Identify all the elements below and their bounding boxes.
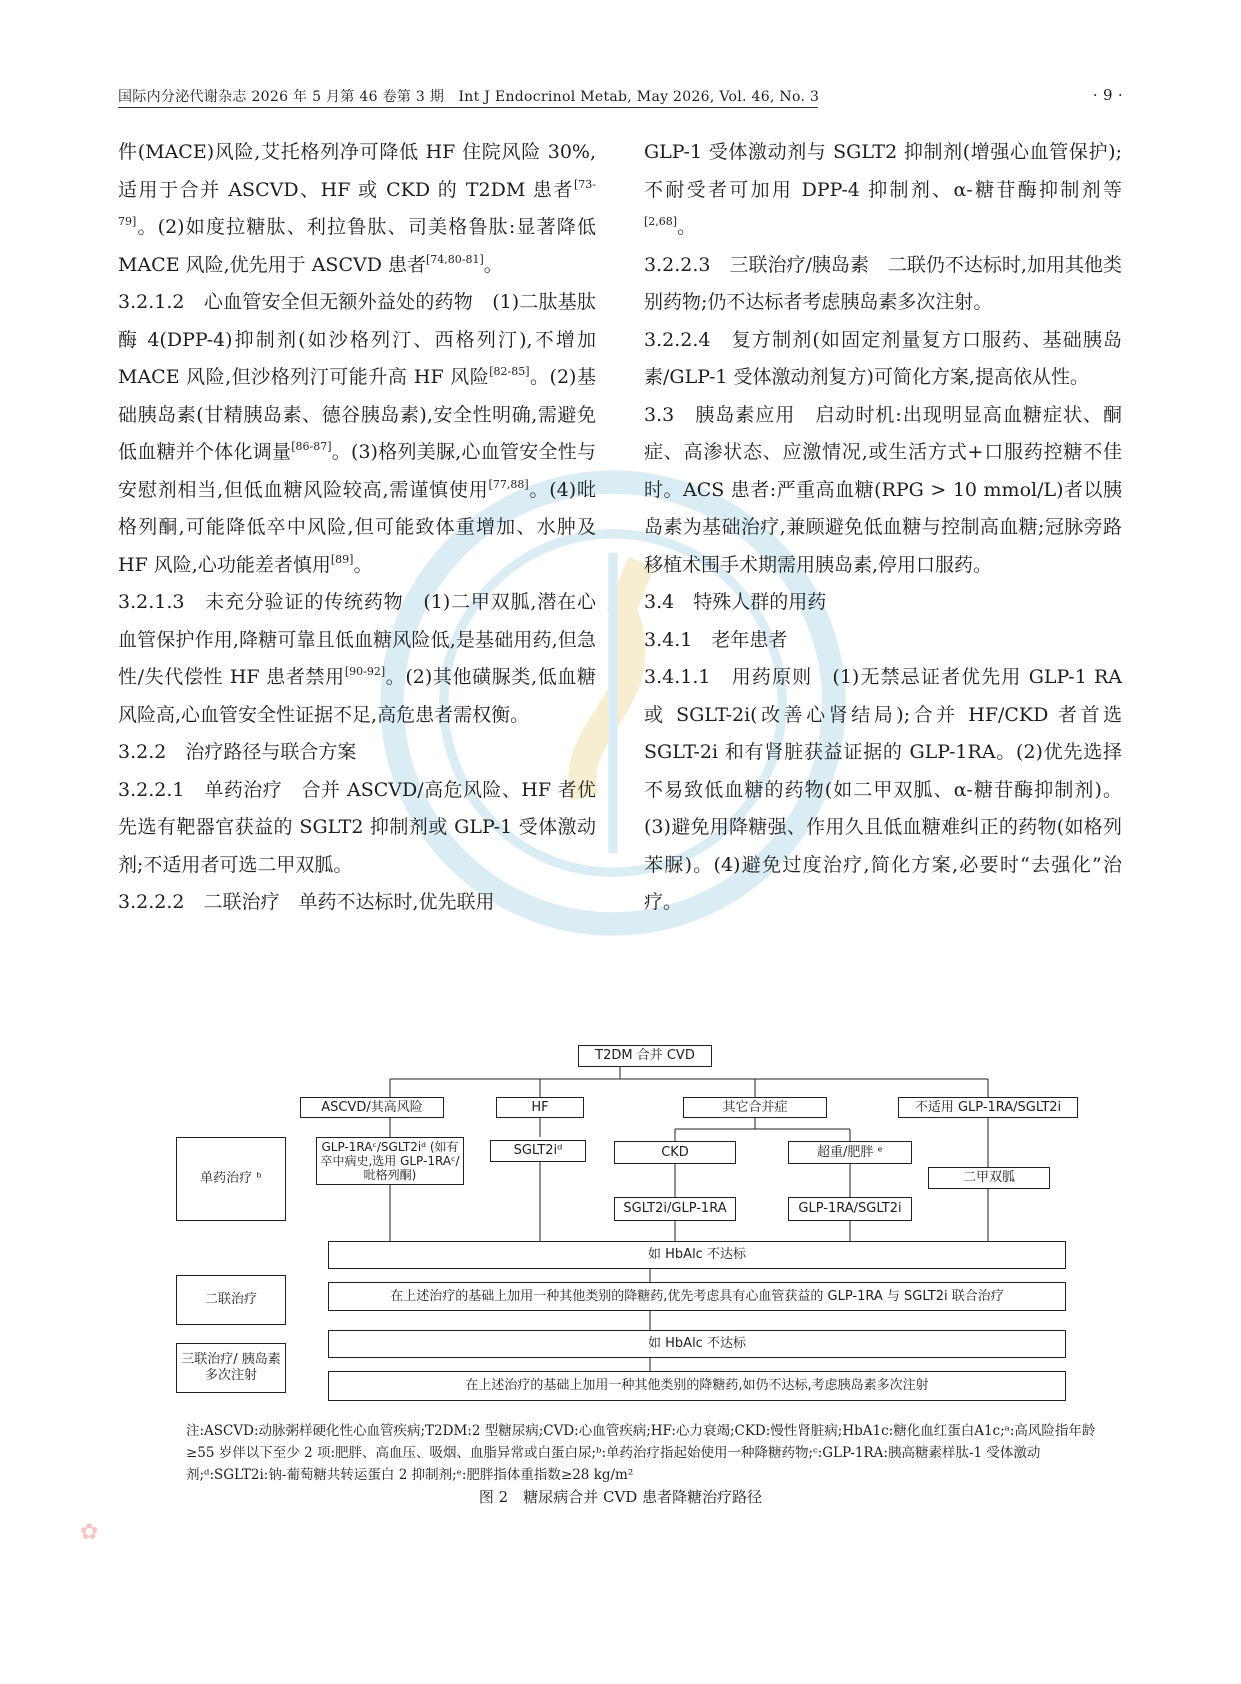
right-column <box>644 134 1122 922</box>
header-rule <box>118 107 818 108</box>
paragraph: 3.2.2.3 三联治疗/胰岛素 二联仍不达标时,加用其他类别药物;仍不达标者考虑胰岛素多次注射。 <box>644 253 1122 313</box>
flow-step-fail-1: 如 HbAlc 不达标 <box>328 1241 1066 1269</box>
paragraph: 3.2.1.2 心血管安全但无额外益处的药物 (1)二肽基肽酶 4(DPP-4)抑制剂(如沙格列汀、西格列汀),不增加 MACE 风险,但沙格列汀可能升高 HF 风险[82-85]。(2)基础胰岛素(甘精胰岛素、德谷胰岛素),安全性明确,需避免低血糖并个体化调量[86-87]。(3)格列美脲,心血管安全性与安慰剂相当,但低血糖风险较高,需谨慎使用[77,88]。(4)吡格列酮,可能降低卒中风险,但可能致体重增加、水肿及 HF 风险,心功能差者慎用[89]。 <box>118 291 596 576</box>
section-heading: 3.4.1 老年患者 <box>644 628 788 651</box>
paragraph: 3.2.2.4 复方制剂(如固定剂量复方口服药、基础胰岛素/GLP-1 受体激动剂复方)可简化方案,提高依从性。 <box>644 328 1122 388</box>
paragraph: 3.2.1.3 未充分验证的传统药物 (1)二甲双胍,潜在心血管保护作用,降糖可靠且低血糖风险低,是基础用药,但急性/失代偿性 HF 患者禁用[90-92]。(2)其他磺脲类,低血糖风险高,心血管安全性证据不足,高危患者需权衡。 <box>118 591 596 726</box>
flow-step-dual: 在上述治疗的基础上加用一种其他类别的降糖药,优先考虑具有心血管获益的 GLP-1RA 与 SGLT2i 联合治疗 <box>328 1282 1066 1311</box>
flow-step-fail-2: 如 HbAlc 不达标 <box>328 1330 1066 1358</box>
flow-branch-hf: HF <box>496 1097 584 1118</box>
running-header <box>118 86 1123 108</box>
flow-label-dual: 二联治疗 <box>176 1275 286 1325</box>
section-heading: 3.4 特殊人群的用药 <box>644 591 827 613</box>
left-column <box>118 134 596 922</box>
treatment-flowchart <box>150 1045 1090 1405</box>
flow-drug-ckd: SGLT2i/GLP-1RA <box>614 1197 736 1221</box>
publisher-logo: ✿ <box>80 1520 99 1545</box>
flow-drug-obese: GLP-1RA/SGLT2i <box>788 1197 912 1221</box>
flow-drug-ascvd: GLP-1RAᶜ/SGLT2iᵈ (如有卒中病史,选用 GLP-1RAᶜ/吡格列酮) <box>316 1137 464 1185</box>
flow-branch-unsuitable: 不适用 GLP-1RA/SGLT2i <box>898 1097 1078 1118</box>
section-heading: 3.2.2 治疗路径与联合方案 <box>118 741 357 763</box>
journal-info: 国际内分泌代谢杂志 2026 年 5 月第 46 卷第 3 期 Int J Endocrinol Metab, May 2026, Vol. 46, No. 3 <box>118 89 820 105</box>
flow-label-mono: 单药治疗 ᵇ <box>176 1137 286 1221</box>
paragraph: 3.2.2.2 二联治疗 单药不达标时,优先联用 <box>118 891 495 913</box>
flow-branch-comorbid: 其它合并症 <box>683 1097 827 1118</box>
paragraph: 件(MACE)风险,艾托格列净可降低 HF 住院风险 30%,适用于合并 ASCVD、HF 或 CKD 的 T2DM 患者[73-79]。(2)如度拉糖肽、利拉鲁肽、司美格鲁肽:显著降低 MACE 风险,优先用于 ASCVD 患者[74,80-81]。 <box>118 141 596 276</box>
figure-note: 注:ASCVD:动脉粥样硬化性心血管疾病;T2DM:2 型糖尿病;CVD:心血管疾病;HF:心力衰竭;CKD:慢性肾脏病;HbA1c:糖化血红蛋白A1c;ᵃ:高风险指年龄≥55 岁伴以下至少 2 项:肥胖、高血压、吸烟、血脂异常或白蛋白尿;ᵇ:单药治疗指起始使用一种降糖药物;ᶜ:GLP-1RA:胰高糖素样肽-1 受体激动剂;ᵈ:SGLT2i:钠-葡萄糖共转运蛋白 2 抑制剂;ᵉ:肥胖指体重指数≥28 kg/m² <box>186 1423 1096 1483</box>
flow-sub-obese: 超重/肥胖 ᵉ <box>788 1141 912 1164</box>
flow-sub-ckd: CKD <box>614 1141 736 1164</box>
flow-drug-metformin: 二甲双胍 <box>928 1167 1050 1189</box>
flow-label-triple: 三联治疗/ 胰岛素多次注射 <box>176 1343 286 1393</box>
paragraph: 3.4.1.1 用药原则 (1)无禁忌证者优先用 GLP-1 RA 或 SGLT-2i(改善心肾结局);合并 HF/CKD 者首选 SGLT-2i 和有肾脏获益证据的 GLP-1RA。(2)优先选择不易致低血糖的药物(如二甲双胍、α-糖苷酶抑制剂)。(3)避免用降糖强、作用久且低血糖难纠正的药物(如格列苯脲)。(4)避免过度治疗,简化方案,必要时“去强化”治疗。 <box>644 666 1122 913</box>
flow-drug-hf: SGLT2iᵈ <box>490 1140 586 1162</box>
paragraph: 3.3 胰岛素应用 启动时机:出现明显高血糖症状、酮症、高渗状态、应激情况,或生活方式+口服药控糖不佳时。ACS 患者:严重高血糖(RPG > 10 mmol/L)者以胰岛素为基础治疗,兼顾避免低血糖与控制高血糖;冠脉旁路移植术围手术期需用胰岛素,停用口服药。 <box>644 403 1122 576</box>
page-number: · 9 · <box>1092 86 1123 104</box>
flow-step-triple: 在上述治疗的基础上加用一种其他类别的降糖药,如仍不达标,考虑胰岛素多次注射 <box>328 1371 1066 1401</box>
figure-caption: 图 2 糖尿病合并 CVD 患者降糖治疗路径 <box>478 1488 763 1506</box>
flow-branch-ascvd: ASCVD/其高风险 <box>300 1097 444 1118</box>
paragraph: 3.2.2.1 单药治疗 合并 ASCVD/高危风险、HF 者优先选有靶器官获益的 SGLT2 抑制剂或 GLP-1 受体激动剂;不适用者可选二甲双胍。 <box>118 778 596 876</box>
paragraph: GLP-1 受体激动剂与 SGLT2 抑制剂(增强心血管保护);不耐受者可加用 DPP-4 抑制剂、α-糖苷酶抑制剂等[2,68]。 <box>644 141 1122 238</box>
flow-root: T2DM 合并 CVD <box>578 1045 712 1067</box>
